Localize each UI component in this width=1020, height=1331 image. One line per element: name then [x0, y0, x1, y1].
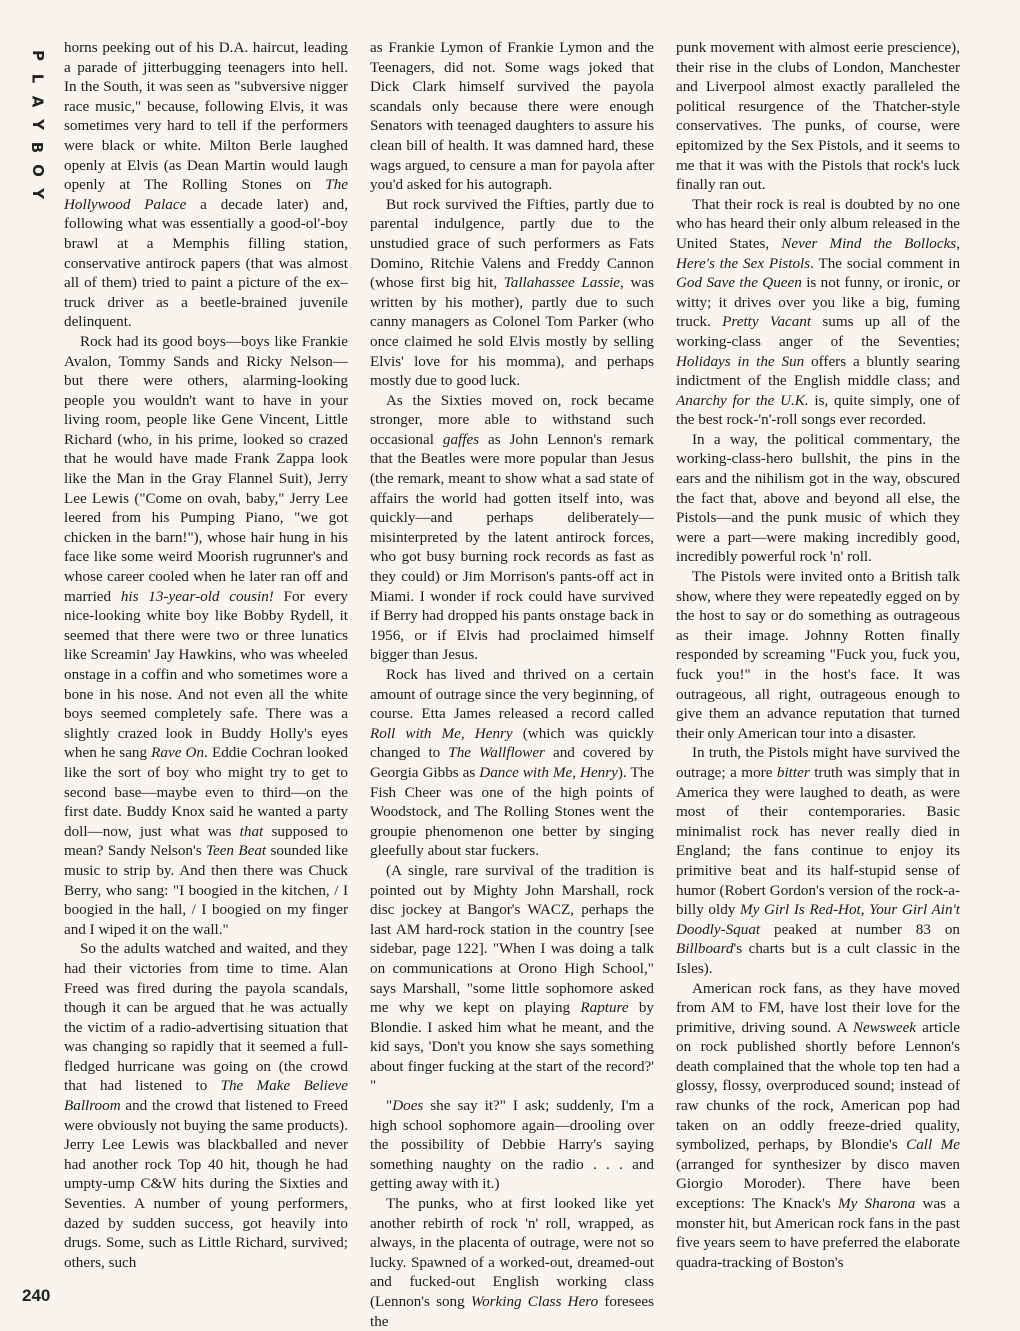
paragraph: horns peeking out of his D.A. haircut, leading a parade of jitterbugging teenagers into hell. In the South, it was seen as "subversive nigger race music," because, following Elvis, it was sometimes very hard to tell if the performers were black or white. Milton Berle laughed openly at Elvis (as Dean Martin would laugh openly at The Rolling Stones on The Hollywood Palace a decade later) and, following what was essentially a good-ol'-boy brawl at a Memphis filling station, conservative antirock papers (that was almost all of them) tried to paint a picture of the ex–truck driver as a beetle-brained juvenile delinquent. — [64, 39, 348, 331]
masthead-letter: A — [28, 95, 47, 108]
text-column-3 — [676, 38, 960, 1331]
masthead-letter: B — [28, 141, 47, 154]
masthead-letter: P — [28, 50, 47, 61]
masthead-letter: L — [28, 73, 47, 84]
masthead-letter: O — [28, 164, 47, 177]
paragraph: American rock fans, as they have moved from AM to FM, have lost their love for the primitive, driving sound. A Newsweek article on rock published shortly before Lennon's death complained that the whole top ten had a glossy, flossy, overproduced sound; instead of raw chunks of the rock, American pop had taken on an oddly freeze-dried quality, symbolized, perhaps, by Blondie's Call Me (arranged for synthesizer by disco maven Giorgio Moroder). There have been exceptions: The Knack's My Sharona was a monster hit, but American rock fans in the past five years seem to have preferred the elaborate quadra-tracking of Boston's — [676, 979, 960, 1271]
paragraph: The Pistols were invited onto a British talk show, where they were repeatedly egged on by the host to say or do something as outrageous as their image. Johnny Rotten finally responded by screaming "Fuck you, fuck you, fuck you!" in the host's face. It was outrageous, all right, outrageous enough to give them an advance reputation that turned their only American tour into a disaster. — [676, 568, 960, 742]
paragraph: But rock survived the Fifties, partly due to parental indulgence, partly due to the unstudied grace of such performers as Fats Domino, Ritchie Valens and Freddy Cannon (whose first big hit, Tallahassee Lassie, was written by his mother), partly due to such canny managers as Colonel Tom Parker (who once claimed he sold Elvis mostly by selling Elvis' love for his momma), and perhaps mostly due to good luck. — [370, 195, 654, 390]
paragraph: as Frankie Lymon of Frankie Lymon and the Teenagers, did not. Some wags joked that Dick Clark himself survived the payola scandals only because there were enough Senators with teenaged daughters to assure his clean bill of health. It was damned hard, these wags argued, to censure a man for payola after you'd asked for his autograph. — [370, 39, 654, 194]
page-number: 240 — [22, 1286, 51, 1305]
text-column-1 — [64, 38, 348, 1331]
paragraph: The punks, who at first looked like yet another rebirth of rock 'n' roll, wrapped, as always, in the placenta of outrage, were not so lucky. Spawned of a worked-out, dreamed-out and fucked-out English working class (Lennon's song Working Class Hero foresees the — [370, 1195, 654, 1330]
text-column-2 — [370, 38, 654, 1331]
paragraph: In truth, the Pistols might have survived the outrage; a more bitter truth was simply that in America they were laughed to death, as were most of their contemporaries. Basic minimalist rock has never really died in England; the fans continue to enjoy its primitive beat and its half-stupid sense of humor (Robert Gordon's version of the rock-a-billy oldy My Girl Is Red-Hot, Your Girl Ain't Doodly-Squat peaked at number 83 on Billboard's charts but is a cult classic in the Isles). — [676, 744, 960, 977]
paragraph: That their rock is real is doubted by no one who has heard their only album released in the United States, Never Mind the Bollocks, Here's the Sex Pistols. The social comment in God Save the Queen is not funny, or ironic, or witty; it drives over you like a big, fuming truck. Pretty Vacant sums up all of the working-class anger of the Seventies; Holidays in the Sun offers a bluntly searing indictment of the English middle class; and Anarchy for the U.K. is, quite simply, one of the best rock-'n'-roll songs ever recorded. — [676, 195, 960, 429]
masthead-vertical — [26, 44, 48, 205]
paragraph: "Does she say it?" I ask; suddenly, I'm a high school sophomore again—drooling over the possibility of Debbie Harry's saying something naughty on the radio . . . and getting away with it.) — [370, 1097, 654, 1193]
paragraph: In a way, the political commentary, the working-class-hero bullshit, the pins in the ears and the nihilism got in the way, obscured the fact that, above and beyond all else, the Pistols—and the punk music of which they were a part—were making incredibly good, incredibly powerful rock 'n' roll. — [676, 430, 960, 566]
paragraph: As the Sixties moved on, rock became stronger, more able to withstand such occasional gaffes as John Lennon's remark that the Beatles were more popular than Jesus (the remark, meant to show what a sad state of affairs the world had gotten itself into, was quickly—and perhaps deliberately—misinterpreted by the latent antirock forces, who got busy burning rock records as fast as they could) or Jim Morrison's pants-off act in Miami. I wonder if rock could have survived if Berry had dropped his pants onstage back in 1956, or if Elvis had proclaimed himself bigger than Jesus. — [370, 391, 654, 664]
paragraph: Rock has lived and thrived on a certain amount of outrage since the very beginning, of course. Etta James released a record called Roll with Me, Henry (which was quickly changed to The Wallflower and covered by Georgia Gibbs as Dance with Me, Henry). The Fish Cheer was one of the high points of Woodstock, and The Rolling Stones went the groupie phenomenon one better by singing gleefully about star fuckers. — [370, 666, 654, 860]
paragraph: punk movement with almost eerie prescience), their rise in the clubs of London, Manchester and Liverpool almost exactly paralleled the political resurgence of the Thatcher-style conservatives. The punks, of course, were epitomized by the Sex Pistols, and it seems to me that it was with the Pistols that rock's luck finally ran out. — [676, 39, 960, 194]
paragraph: Rock had its good boys—boys like Frankie Avalon, Tommy Sands and Ricky Nelson—but there were others, alarming-looking people you wouldn't want to have in your living room, people like Gene Vincent, Little Richard (who, in his prime, looked so crazed that he would have made Frank Zappa look like the Man in the Gray Flannel Suit), Jerry Lee Lewis ("Come on ovah, baby," Jerry Lee leered from his Pumping Piano, "we got chicken in the barn!"), whose hair hung in his face like some weird Moorish rugrunner's and whose career cooled when he later ran off and married his 13-year-old cousin! For every nice-looking white boy like Bobby Rydell, it seemed that there were two or three lunatics like Screamin' Jay Hawkins, who was wheeled onstage in a coffin and who sometimes wore a bone in his nose. And not even all the white boys seemed completely safe. There was a slightly crazed look in Buddy Holly's eyes when he sang Rave On. Eddie Cochran looked like the sort of boy who might try to get to second base—maybe even to third—on the first date. Buddy Knox said he wanted a party doll—now, just what was that supposed to mean? Sandy Nelson's Teen Beat sounded like music to strip by. And then there was Chuck Berry, who sang: "I boogied in the kitchen, / I boogied in the hall, / I boogied on my finger and I wiped it on the wall." — [64, 332, 348, 938]
article-body — [64, 38, 960, 1331]
paragraph: (A single, rare survival of the tradition is pointed out by Mighty John Marshall, rock disc jockey at Bangor's WACZ, perhaps the last AM hard-rock station in the country [see sidebar, page 122]. "When I was doing a talk on communications at Orono High School," says Marshall, "some little sophomore asked me why we kept on playing Rapture by Blondie. I asked him what he meant, and the kid says, 'Don't you know she says something about finger fucking at the start of the record?' " — [370, 861, 654, 1095]
masthead-letter: Y — [28, 119, 47, 130]
masthead-letter: Y — [28, 188, 47, 199]
paragraph: So the adults watched and waited, and they had their victories from time to time. Alan Freed was fired during the payola scandals, though it can be argued that he was actually the victim of a radio-advertising situation that was changing so rapidly that it seemed a full-fledged hurricane was going on (the crowd that had listened to The Make Believe Ballroom and the crowd that listened to Freed were obviously not buying the same products). Jerry Lee Lewis was blackballed and never had another rock Top 40 hit, though he had umpty-ump C&W hits during the Sixties and Seventies. A number of young performers, dazed by sudden success, got heavily into drugs. Some, such as Little Richard, survived; others, such — [64, 940, 348, 1271]
